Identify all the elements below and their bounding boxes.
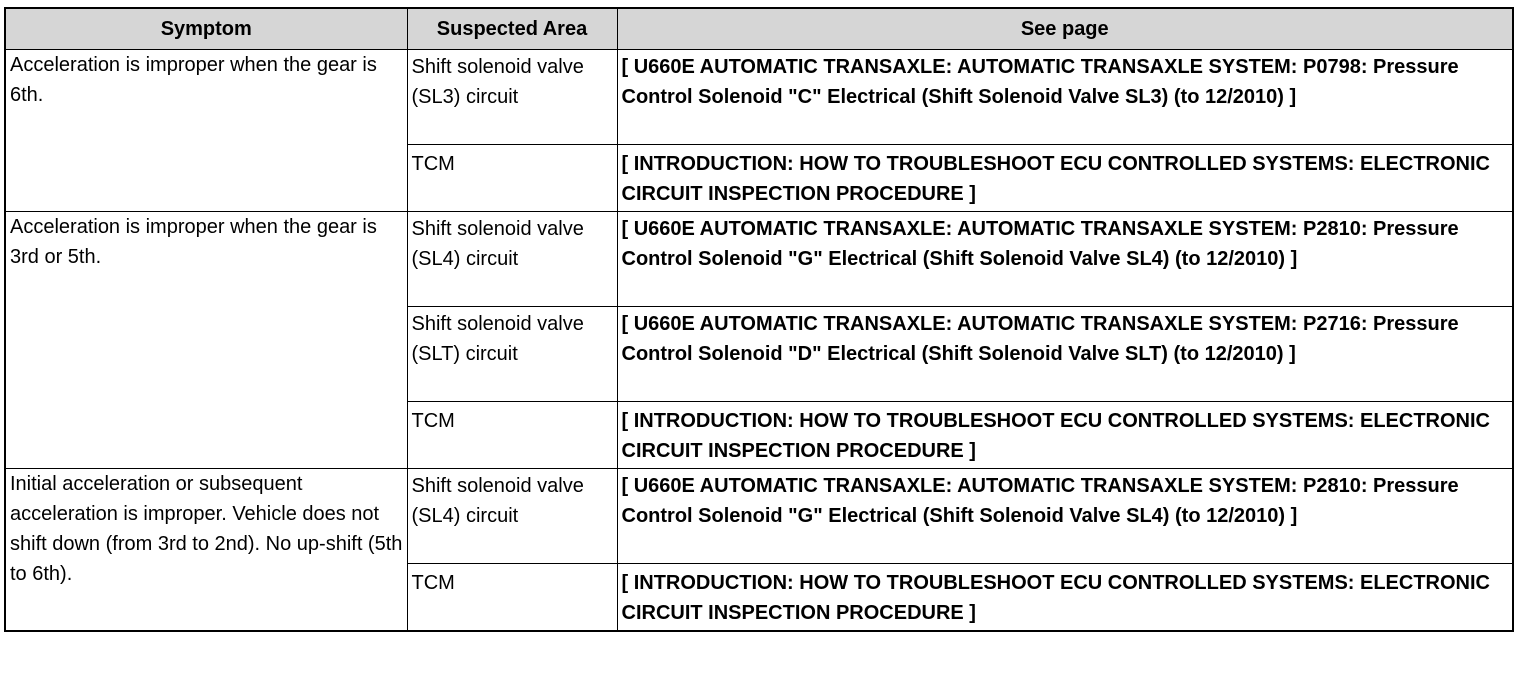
see-page-link[interactable]: [ U660E AUTOMATIC TRANSAXLE: AUTOMATIC TRANSAXLE SYSTEM: P0798: Pressure Control Solenoid "C" Electrical (Shift Solenoid Valve SL3) (to 12/2010) ]: [617, 50, 1513, 145]
table-row: [5, 50, 1513, 145]
suspected-area-cell: Shift solenoid valve (SL4) circuit: [407, 469, 617, 564]
table-row: [5, 469, 1513, 564]
suspected-area-cell: TCM: [407, 402, 617, 469]
suspected-area-cell: Shift solenoid valve (SLT) circuit: [407, 307, 617, 402]
table-row: [5, 212, 1513, 307]
header-row: [5, 8, 1513, 50]
see-page-link[interactable]: [ INTRODUCTION: HOW TO TROUBLESHOOT ECU CONTROLLED SYSTEMS: ELECTRONIC CIRCUIT INSPECTION PROCEDURE ]: [617, 145, 1513, 212]
symptom-table: [4, 7, 1514, 632]
see-page-link[interactable]: [ U660E AUTOMATIC TRANSAXLE: AUTOMATIC TRANSAXLE SYSTEM: P2716: Pressure Control Solenoid "D" Electrical (Shift Solenoid Valve SLT) (to 12/2010) ]: [617, 307, 1513, 402]
see-page-link[interactable]: [ INTRODUCTION: HOW TO TROUBLESHOOT ECU CONTROLLED SYSTEMS: ELECTRONIC CIRCUIT INSPECTION PROCEDURE ]: [617, 564, 1513, 632]
suspected-area-cell: TCM: [407, 145, 617, 212]
header-suspected-area: Suspected Area: [407, 8, 617, 50]
symptom-cell: Acceleration is improper when the gear is 3rd or 5th.: [5, 212, 407, 469]
see-page-link[interactable]: [ INTRODUCTION: HOW TO TROUBLESHOOT ECU CONTROLLED SYSTEMS: ELECTRONIC CIRCUIT INSPECTION PROCEDURE ]: [617, 402, 1513, 469]
suspected-area-cell: Shift solenoid valve (SL4) circuit: [407, 212, 617, 307]
see-page-link[interactable]: [ U660E AUTOMATIC TRANSAXLE: AUTOMATIC TRANSAXLE SYSTEM: P2810: Pressure Control Solenoid "G" Electrical (Shift Solenoid Valve SL4) (to 12/2010) ]: [617, 469, 1513, 564]
suspected-area-cell: TCM: [407, 564, 617, 632]
suspected-area-cell: Shift solenoid valve (SL3) circuit: [407, 50, 617, 145]
see-page-link[interactable]: [ U660E AUTOMATIC TRANSAXLE: AUTOMATIC TRANSAXLE SYSTEM: P2810: Pressure Control Solenoid "G" Electrical (Shift Solenoid Valve SL4) (to 12/2010) ]: [617, 212, 1513, 307]
symptom-cell: Acceleration is improper when the gear is 6th.: [5, 50, 407, 212]
symptom-cell: Initial acceleration or subsequent acceleration is improper. Vehicle does not shift down (from 3rd to 2nd). No up-shift (5th to 6th).: [5, 469, 407, 632]
header-see-page: See page: [617, 8, 1513, 50]
header-symptom: Symptom: [5, 8, 407, 50]
